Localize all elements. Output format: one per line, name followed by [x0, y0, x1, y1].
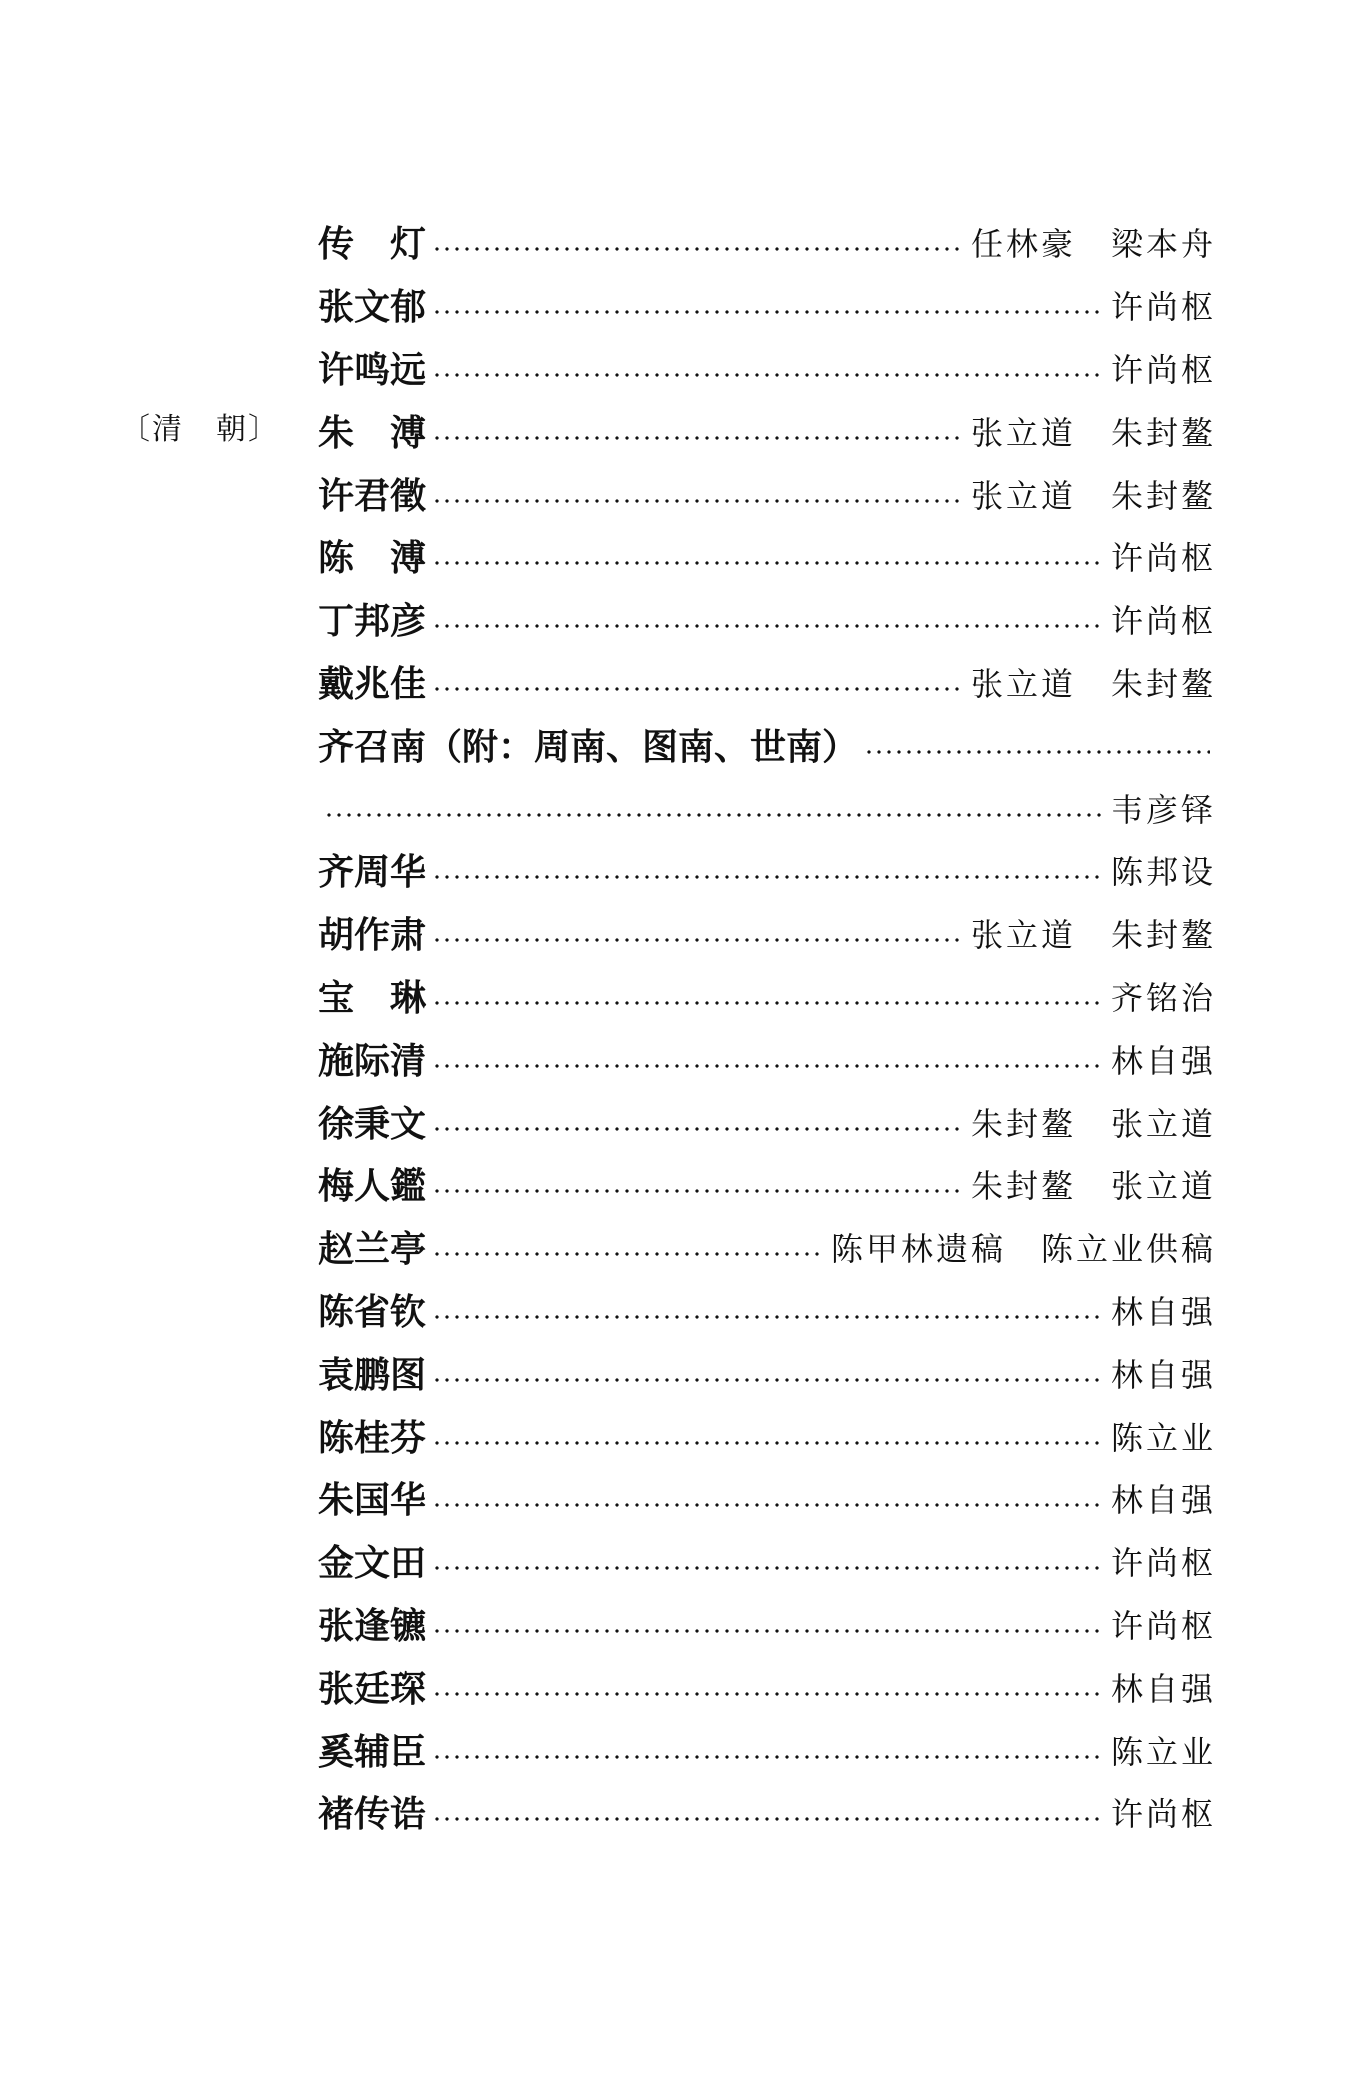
- toc-entry: [318, 841, 1216, 904]
- dot-leader: [432, 1628, 1105, 1634]
- toc-entry: [318, 778, 1216, 841]
- dot-leader: [432, 246, 965, 252]
- dot-leader: [432, 1251, 825, 1257]
- dot-leader: [324, 812, 1105, 818]
- entry-authors: 陈立业: [1110, 1732, 1216, 1771]
- toc-entry: [318, 527, 1216, 590]
- entry-name: 张廷琛: [318, 1667, 427, 1710]
- entry-name: 朱 溥: [318, 411, 427, 454]
- toc-entry: [318, 464, 1216, 527]
- toc-entry: [318, 1532, 1216, 1595]
- dot-leader: [432, 309, 1105, 315]
- toc-entry: [318, 213, 1216, 276]
- dot-leader: [432, 1502, 1105, 1508]
- entry-name: 胡作肃: [318, 914, 427, 957]
- toc-entry: [318, 1343, 1216, 1406]
- dot-leader: [432, 1691, 1105, 1697]
- entry-authors: 林自强: [1110, 1041, 1216, 1080]
- toc-entry: [318, 1029, 1216, 1092]
- entry-name: 齐周华: [318, 851, 427, 894]
- dot-leader: [864, 749, 1210, 755]
- entry-authors: 陈立业: [1110, 1418, 1216, 1457]
- entry-authors: 许尚枢: [1110, 350, 1216, 389]
- entry-name: 褚传诰: [318, 1793, 427, 1836]
- toc-entry: [318, 1469, 1216, 1532]
- dot-leader: [432, 560, 1105, 566]
- toc-entry: [318, 339, 1216, 402]
- entry-authors: 张立道 朱封鳌: [970, 664, 1216, 703]
- toc-entry: [318, 276, 1216, 339]
- toc-entry: [318, 653, 1216, 716]
- entry-authors: 林自强: [1110, 1292, 1216, 1331]
- entry-name: 张逢镳: [318, 1604, 427, 1647]
- entry-authors: 林自强: [1110, 1669, 1216, 1708]
- entry-name: 袁鹏图: [318, 1353, 427, 1396]
- entry-name: 许君徵: [318, 474, 427, 517]
- dot-leader: [432, 874, 1105, 880]
- dot-leader: [432, 1565, 1105, 1571]
- entry-authors: 林自强: [1110, 1481, 1216, 1520]
- entry-authors: 许尚枢: [1110, 1544, 1216, 1583]
- entry-name: 戴兆佳: [318, 662, 427, 705]
- entry-name: 陈省钦: [318, 1290, 427, 1333]
- dot-leader: [432, 1126, 965, 1132]
- toc-entry: [318, 1657, 1216, 1720]
- entry-name: 奚辅臣: [318, 1730, 427, 1773]
- toc-entry: [318, 1281, 1216, 1344]
- entry-name: 齐召南（附：周南、图南、世南）: [318, 725, 859, 768]
- toc-entry: [318, 1720, 1216, 1783]
- toc-entry: [318, 1092, 1216, 1155]
- dot-leader: [432, 937, 965, 943]
- toc-entry: [318, 590, 1216, 653]
- entry-authors: 许尚枢: [1110, 539, 1216, 578]
- entry-authors: 陈邦设: [1110, 853, 1216, 892]
- dot-leader: [432, 1188, 965, 1194]
- entry-name: 金文田: [318, 1542, 427, 1585]
- dot-leader: [432, 1377, 1105, 1383]
- toc-entry: [318, 1155, 1216, 1218]
- entry-authors: 朱封鳌 张立道: [970, 1104, 1216, 1143]
- toc-entry: [318, 904, 1216, 967]
- section-label-qing-dynasty: 〔清 朝〕: [120, 412, 280, 447]
- toc-entry: [318, 1406, 1216, 1469]
- dot-leader: [432, 372, 1105, 378]
- entry-authors: 许尚枢: [1110, 1795, 1216, 1834]
- entry-authors: 许尚枢: [1110, 602, 1216, 641]
- entry-authors: 张立道 朱封鳌: [970, 476, 1216, 515]
- entry-authors: 许尚枢: [1110, 288, 1216, 327]
- dot-leader: [432, 1754, 1105, 1760]
- entry-name: 陈 溥: [318, 537, 427, 580]
- toc-entry: [318, 1783, 1216, 1846]
- entry-name: 徐秉文: [318, 1102, 427, 1145]
- entry-name: 赵兰亭: [318, 1228, 427, 1271]
- dot-leader: [432, 1440, 1105, 1446]
- entry-authors: 张立道 朱封鳌: [970, 916, 1216, 955]
- toc-entry: [318, 715, 1216, 778]
- toc-entry: [318, 967, 1216, 1030]
- entry-name: 许鸣远: [318, 348, 427, 391]
- entry-name: 施际清: [318, 1039, 427, 1082]
- dot-leader: [432, 1314, 1105, 1320]
- entry-name: 朱国华: [318, 1479, 427, 1522]
- dot-leader: [432, 1063, 1105, 1069]
- entry-authors: 韦彦铎: [1110, 790, 1216, 829]
- entry-name: 宝 琳: [318, 976, 427, 1019]
- entry-authors: 林自强: [1110, 1355, 1216, 1394]
- entry-authors: 许尚枢: [1110, 1606, 1216, 1645]
- entry-authors: 齐铭治: [1110, 978, 1216, 1017]
- entry-name: 丁邦彦: [318, 600, 427, 643]
- toc-entry: [318, 1595, 1216, 1658]
- entry-name: 梅人鑑: [318, 1165, 427, 1208]
- dot-leader: [432, 623, 1105, 629]
- toc-entry: [318, 401, 1216, 464]
- dot-leader: [432, 435, 965, 441]
- entry-name: 陈桂芬: [318, 1416, 427, 1459]
- toc-entry: [318, 1218, 1216, 1281]
- entry-authors: 张立道 朱封鳌: [970, 413, 1216, 452]
- table-of-contents: [318, 213, 1216, 1846]
- dot-leader: [432, 1816, 1105, 1822]
- entry-name: 传 灯: [318, 223, 427, 266]
- entry-name: 张文郁: [318, 286, 427, 329]
- entry-authors: 任林豪 梁本舟: [970, 225, 1216, 264]
- entry-authors: 陈甲林遗稿 陈立业供稿: [830, 1230, 1216, 1269]
- entry-authors: 朱封鳌 张立道: [970, 1167, 1216, 1206]
- dot-leader: [432, 498, 965, 504]
- dot-leader: [432, 1000, 1105, 1006]
- dot-leader: [432, 686, 965, 692]
